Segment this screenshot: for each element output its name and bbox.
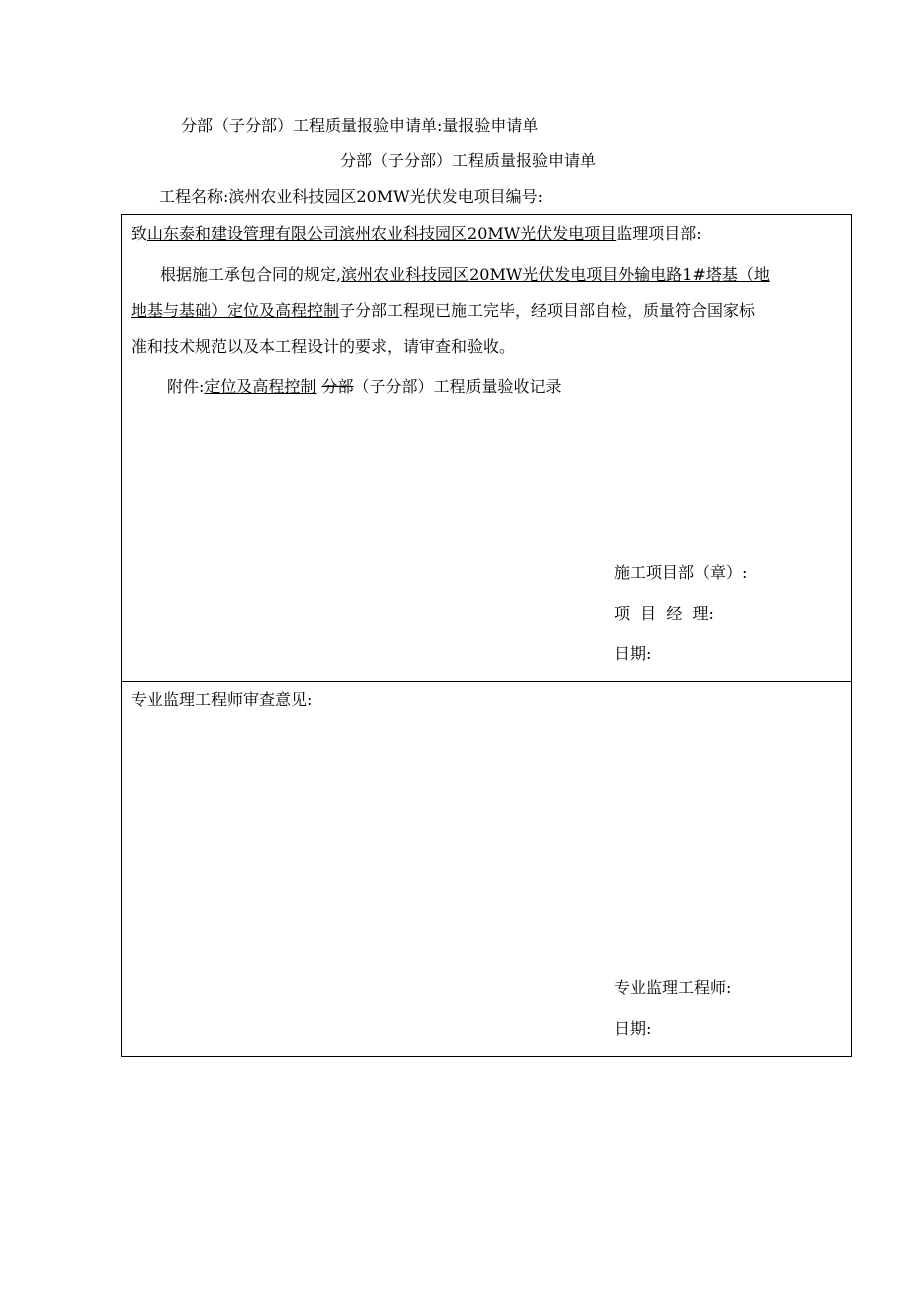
to-prefix: 致	[131, 224, 148, 243]
project-label: 工程名称:	[159, 187, 229, 206]
sign-department: 施工项目部（章）:	[614, 563, 748, 582]
project-info	[159, 187, 543, 207]
attachment-struck: 分部	[321, 377, 354, 396]
review-date: 日期:	[614, 1019, 652, 1038]
body-subproject: 地基与基础）定位及高程控制	[131, 301, 340, 320]
body-line2-text: 子分部工程现已施工完毕，经项目部自检，质量符合国家标	[339, 301, 756, 320]
project-name: 滨州农业科技园区20MW光伏发电项目	[228, 187, 506, 206]
to-suffix: 监理项目部:	[616, 224, 702, 243]
number-label: 编号:	[505, 187, 544, 206]
review-heading: 专业监理工程师审查意见:	[131, 690, 313, 709]
sign-date: 日期:	[614, 644, 652, 663]
body-line-1	[160, 265, 770, 285]
attachment-item: 定位及高程控制	[204, 377, 317, 396]
supervisor-company: 山东泰和建设管理有限公司	[147, 224, 340, 243]
body-line-2	[131, 301, 755, 321]
sign-engineer: 专业监理工程师:	[614, 978, 732, 997]
form-title: 分部（子分部）工程质量报验申请单	[340, 151, 597, 170]
addressee	[131, 224, 702, 244]
attachment	[167, 377, 562, 397]
attachment-rest: （子分部）工程质量验收记录	[353, 377, 562, 396]
body-intro: 根据施工承包合同的规定,	[160, 265, 342, 284]
attachment-label: 附件:	[167, 377, 205, 396]
supervisor-project: 滨州农业科技园区20MW光伏发电项目	[339, 224, 617, 243]
sign-manager: 项 目 经 理:	[614, 604, 714, 623]
body-line-3: 准和技术规范以及本工程设计的要求，请审查和验收。	[131, 337, 516, 356]
body-project: 滨州农业科技园区20MW光伏发电项目外输电路1#塔基（地	[341, 265, 770, 284]
header-line: 分部（子分部）工程质量报验申请单:量报验申请单	[181, 116, 539, 135]
review-section	[121, 681, 852, 1057]
